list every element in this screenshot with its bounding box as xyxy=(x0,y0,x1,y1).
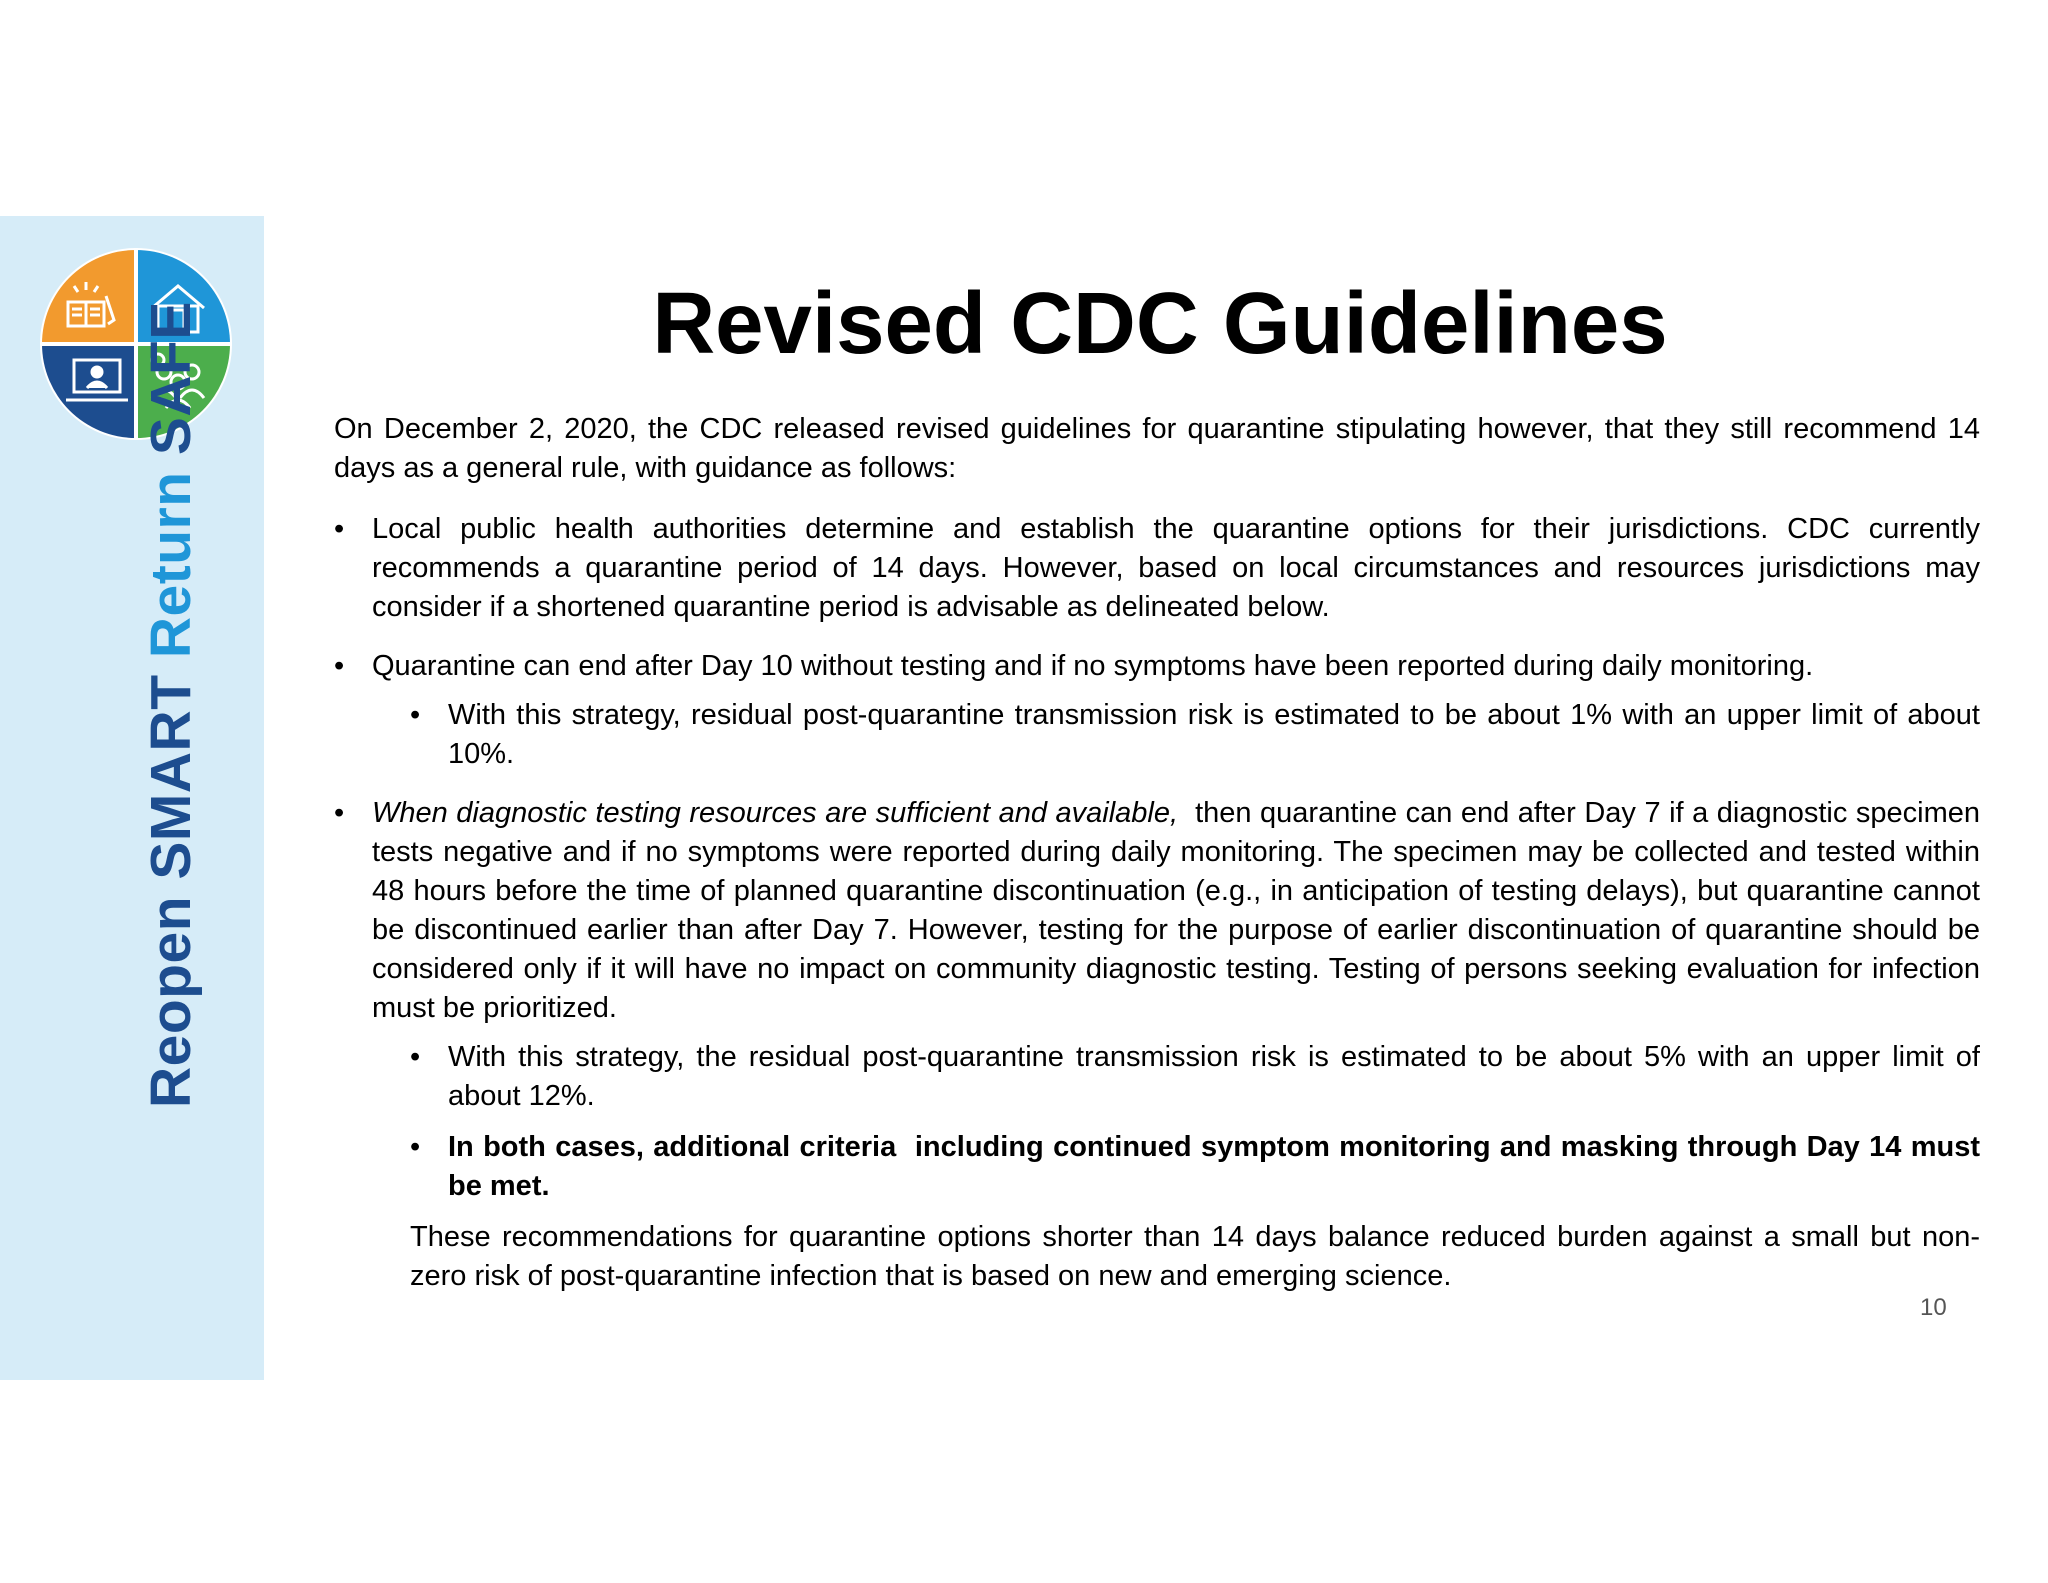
brand-smart: SMART xyxy=(139,658,203,896)
bullet-text: Quarantine can end after Day 10 without testing and if no symptoms have been reported during daily monitoring. xyxy=(372,650,1814,682)
bullet-italic-lead: When diagnostic testing resources are sufficient and available, xyxy=(372,797,1179,829)
sub-bullet-text-bold: In both cases, additional criteria including continued symptom monitoring and masking through Day 14 must be met. xyxy=(448,1131,1989,1202)
bullet-marker: • xyxy=(334,650,345,682)
sub-bullet-item xyxy=(410,696,1980,774)
sub-bullet-item xyxy=(410,1038,1980,1116)
closing-paragraph: These recommendations for quarantine options shorter than 14 days balance reduced burden against a small but non-zero risk of post-quarantine infection that is based on new and emerging science. xyxy=(410,1221,1980,1292)
bullet-marker: • xyxy=(334,797,345,829)
brand-vertical-text xyxy=(138,301,204,1108)
intro-paragraph: On December 2, 2020, the CDC released revised guidelines for quarantine stipulating however, that they still recommend 14 days as a general rule, with guidance as follows: xyxy=(334,413,1980,484)
sub-bullet-item xyxy=(410,1128,1989,1206)
bullet-text-rest: then quarantine can end after Day 7 if a diagnostic specimen tests negative and if no symptoms were reported during daily monitoring. The specimen may be collected and tested within 48 hours before the time of planned quarantine discontinuation (e.g., in anticipation of testing delays), but quarantine cannot be discontinued earlier than after Day 7. However, testing for the purpose of earlier discontinuation of quarantine should be considered only if it will have no impact on community diagnostic testing. Testing of persons seeking evaluation for infection must be prioritized. xyxy=(372,797,1989,1024)
bullet-text: Local public health authorities determine and establish the quarantine options for their jurisdictions. CDC currently recommends a quarantine period of 14 days. However, based on local circumstances and resources jurisdictions may consider if a shortened quarantine period is advisable as delineated below. xyxy=(372,513,1980,623)
page-number: 10 xyxy=(1920,1294,1947,1321)
bullet-marker: • xyxy=(410,1041,421,1073)
brand-reopen: Reopen xyxy=(139,895,203,1108)
bullet-marker: • xyxy=(410,699,421,731)
bullet-item xyxy=(334,794,1989,1028)
slide-body xyxy=(334,410,1989,1296)
sub-bullet-text: With this strategy, residual post-quarantine transmission risk is estimated to be about 1% with an upper limit of about 10%. xyxy=(448,699,1980,770)
bullet-marker: • xyxy=(410,1131,421,1163)
brand-safe: SAFE xyxy=(139,301,203,472)
sub-bullet-text: With this strategy, the residual post-quarantine transmission risk is estimated to be about 5% with an upper limit of about 12%. xyxy=(448,1041,1980,1112)
bullet-item xyxy=(334,647,1980,686)
brand-return: Return xyxy=(139,471,203,659)
bullet-item xyxy=(334,510,1980,627)
bullet-marker: • xyxy=(334,513,345,545)
slide-title: Revised CDC Guidelines xyxy=(652,275,1668,372)
bullet-text xyxy=(372,794,1989,1028)
